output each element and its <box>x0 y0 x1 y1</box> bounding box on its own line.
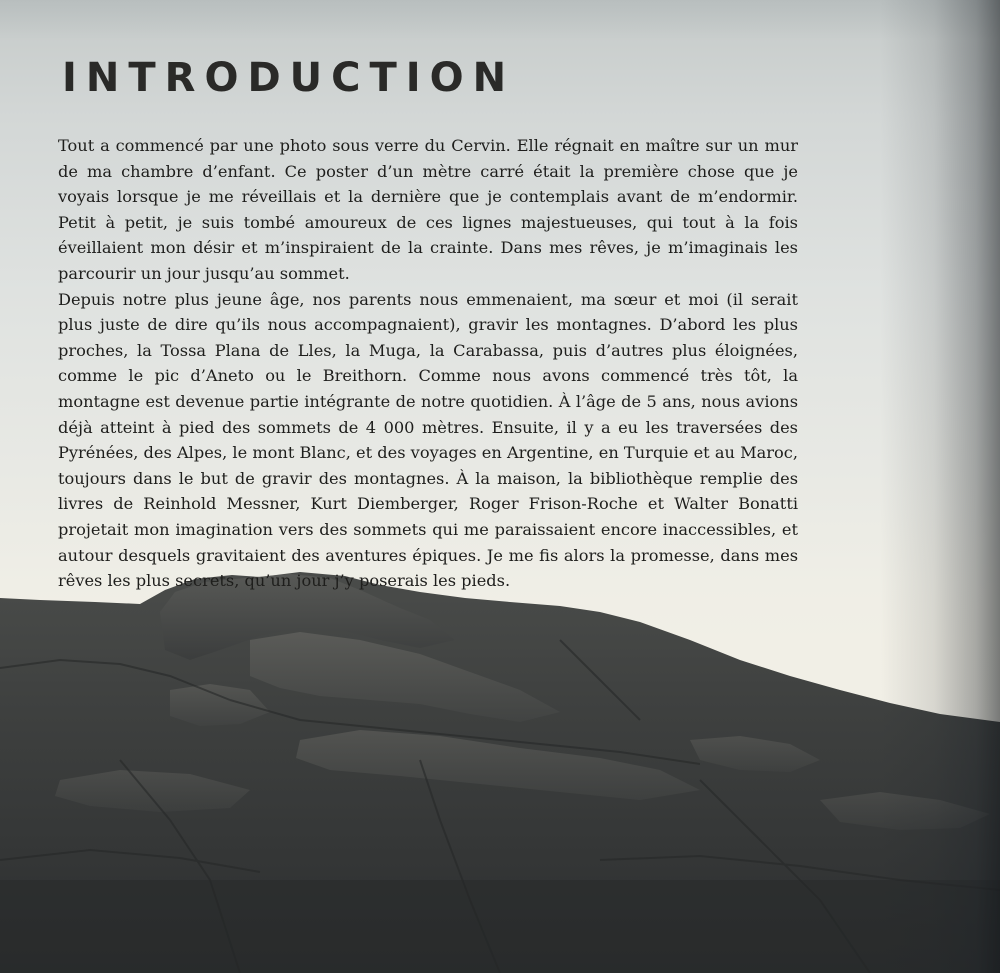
paragraph: Depuis notre plus jeune âge, nos parents nous emmenaient, ma sœur et moi (il serait plus juste de dire qu’ils nous accompagnaient), gravir les montagnes. D’abord les plus proches, la Tossa Plana de Lles, la Muga, la Carabassa, puis d’autres plus éloignées, comme le pic d’Aneto ou le Breithorn. Comme nous avons commencé très tôt, la montagne est devenue partie intégrante de notre quotidien. À l’âge de 5 ans, nous avions déjà atteint à pied des sommets de 4 000 mètres. Ensuite, il y a eu les traversées des Pyrénées, des Alpes, le mont Blanc, et des voyages en Argentine, en Turquie et au Maroc, toujours dans le but de gravir des montagnes. À la maison, la bibliothèque remplie des livres de Reinhold Messner, Kurt Diemberger, Roger Frison-Roche et Walter Bonatti projetait mon imagination vers des sommets qui me paraissaient encore inaccessibles, et autour desquels gravitaient des aventures épiques. Je me fis alors la promesse, dans mes rêves les plus secrets, qu’un jour j’y poserais les pieds. <box>58 289 798 591</box>
body-text <box>58 133 798 594</box>
paragraph: Tout a commencé par une photo sous verre du Cervin. Elle régnait en maître sur un mur de ma chambre d’enfant. Ce poster d’un mètre carré était la première chose que je voyais lorsque je me réveillais et la dernière que je contemplais avant de m’endormir. Petit à petit, je suis tombé amoureux de ces lignes majestueuses, qui tout à la fois éveillaient mon désir et m’inspiraient de la crainte. Dans mes rêves, je m’imaginais les parcourir un jour jusqu’au sommet. <box>58 136 798 283</box>
page-gutter-shadow <box>880 0 1000 973</box>
chapter-heading: INTRODUCTION <box>62 55 516 101</box>
